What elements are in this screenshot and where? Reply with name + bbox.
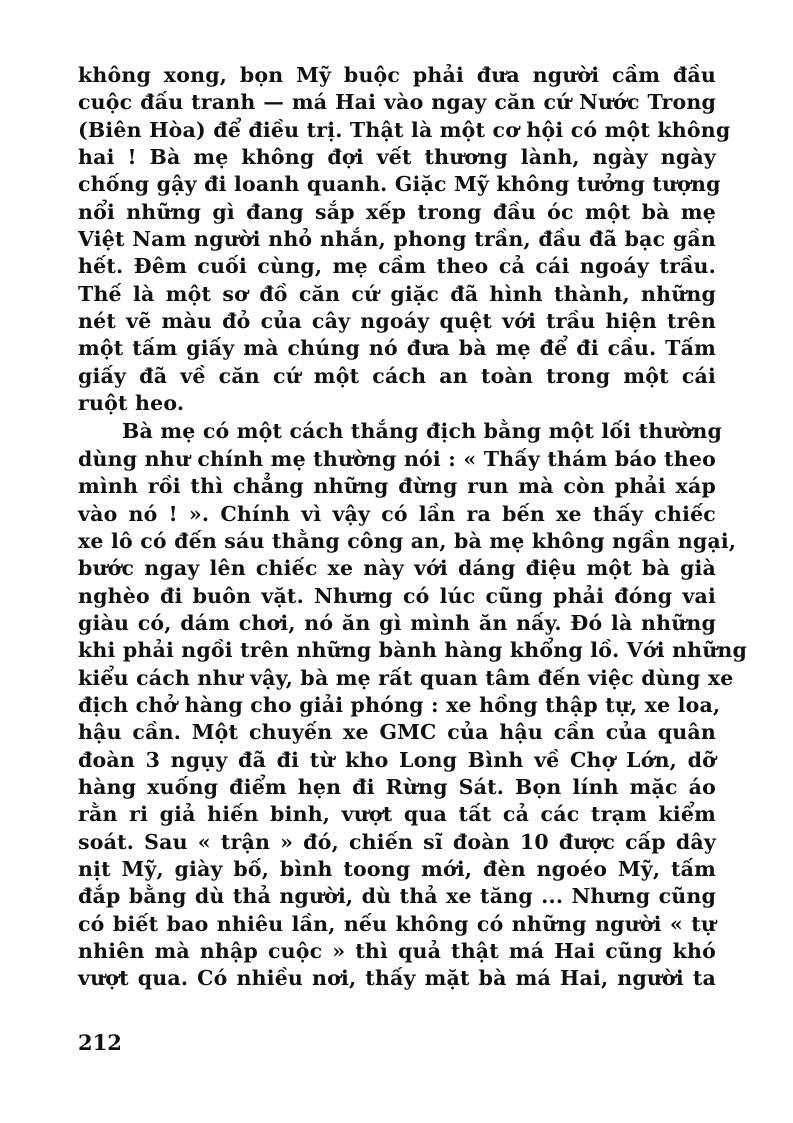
text-line: hai ! Bà mẹ không đợi vết thương lành, ngày ngày <box>78 145 716 170</box>
text-line: có biết bao nhiêu lần, nếu không có những người « tự <box>78 911 716 936</box>
text-line: mình rồi thì chẳng những đừng run mà còn phải xáp <box>78 474 716 499</box>
text-line: đắp bằng dù thả người, dù thả xe tăng ... Nhưng cũng <box>78 884 716 909</box>
text-line: nghèo đi buôn vặt. Nhưng có lúc cũng phải đóng vai <box>78 583 716 608</box>
text-line: rằn ri giả hiến binh, vượt qua tất cả các trạm kiểm <box>78 802 716 827</box>
text-line: khi phải ngồi trên những bành hàng khổng lồ. Với những <box>78 638 748 663</box>
text-line: Việt Nam người nhỏ nhắn, phong trần, đầu đã bạc gần <box>78 227 716 252</box>
text-line: cuộc đấu tranh — má Hai vào ngay căn cứ Nước Trong <box>78 90 716 115</box>
paragraph-2 <box>78 418 748 992</box>
text-line: nhiên mà nhập cuộc » thì quả thật má Hai cũng khó <box>78 939 716 963</box>
text-line: dùng như chính mẹ thường nói : « Thấy thám báo theo <box>78 446 716 471</box>
text-line: một tấm giấy mà chúng nó đưa bà mẹ để đi cầu. Tấm <box>78 336 716 361</box>
text-line: ruột heo. <box>78 391 185 416</box>
text-line: nổi những gì đang sắp xếp trong đầu óc một bà mẹ <box>78 199 716 224</box>
text-line: soát. Sau « trận » đó, chiến sĩ đoàn 10 được cấp dây <box>78 829 716 854</box>
text-line: đoàn 3 ngụy đã đi từ kho Long Bình về Chợ Lớn, dỡ <box>78 747 716 772</box>
text-line: địch chở hàng cho giải phóng : xe hồng thập tự, xe loa, <box>78 692 721 717</box>
text-line: hàng xuống điểm hẹn đi Rừng Sát. Bọn lính mặc áo <box>78 774 716 799</box>
text-line: xe lô có đến sáu thằng công an, bà mẹ không ngần ngại, <box>78 528 737 553</box>
text-line: nét vẽ màu đỏ của cây ngoáy quệt với trầu hiện trên <box>78 309 716 334</box>
text-line: nịt Mỹ, giày bố, bình toong mới, đèn ngoéo Mỹ, tấm <box>78 856 716 881</box>
text-line: không xong, bọn Mỹ buộc phải đưa người cầm đầu <box>78 63 716 87</box>
text-line: Bà mẹ có một cách thắng địch bằng một lối thường <box>122 419 722 444</box>
text-line: (Biên Hòa) để điều trị. Thật là một cơ hội có một không <box>78 117 731 142</box>
text-line: Thế là một sơ đồ căn cứ giặc đã hình thành, những <box>78 281 716 306</box>
text-line: giấy đã về căn cứ một cách an toàn trong một cái <box>78 363 716 388</box>
text-line: bước ngay lên chiếc xe này với dáng điệu một bà già <box>78 556 716 581</box>
text-line: kiểu cách như vậy, bà mẹ rất quan tâm đến việc dùng xe <box>78 665 734 690</box>
text-line: vào nó ! ». Chính vì vậy có lần ra bến xe thấy chiếc <box>78 501 716 526</box>
text-line: giàu có, dám chơi, nó ăn gì mình ăn nấy. Đó là những <box>78 610 716 635</box>
text-line: chống gậy đi loanh quanh. Giặc Mỹ không tưởng tượng <box>78 172 721 197</box>
body-text <box>78 62 748 993</box>
text-line: hết. Đêm cuối cùng, mẹ cầm theo cả cái ngoáy trầu. <box>78 254 716 279</box>
paragraph-1 <box>78 62 731 417</box>
text-line: vượt qua. Có nhiều nơi, thấy mặt bà má Hai, người ta <box>78 966 716 991</box>
text-line: hậu cần. Một chuyến xe GMC của hậu cần của quân <box>78 720 716 745</box>
page-number: 212 <box>78 1030 122 1055</box>
